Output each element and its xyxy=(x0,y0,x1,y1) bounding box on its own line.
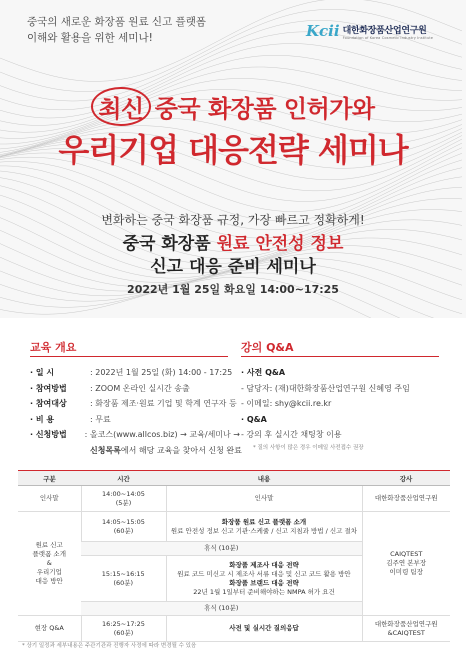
cell-speaker xyxy=(362,512,450,616)
speaker-line: 김주연 본부장 xyxy=(386,559,427,567)
edu-row-method xyxy=(30,381,240,397)
cell-content: 인사말 xyxy=(166,486,362,512)
session-title: 화장품 브랜드 대응 전략 xyxy=(229,578,299,587)
category-line: 원료 신고 xyxy=(35,541,63,549)
cell-content: 사전 및 실시간 질의응답 xyxy=(166,616,362,642)
col-header-time: 시간 xyxy=(81,471,166,486)
table-row xyxy=(18,616,450,642)
main-title-line-1 xyxy=(0,87,466,126)
duration: (5분) xyxy=(115,498,132,507)
duration: (60분) xyxy=(113,526,134,535)
apply-continued-text: 에서 해당 교육을 찾아서 신청 완료 xyxy=(120,445,242,455)
cell-time xyxy=(81,616,166,642)
category-line: 우리기업 xyxy=(36,568,62,576)
speaker-line: 대한화장품산업연구원 xyxy=(374,619,438,628)
speaker-line: CAIQTEST xyxy=(390,550,423,558)
schedule-header-row xyxy=(18,471,450,486)
live-qa-heading: · Q&A xyxy=(241,414,267,424)
education-details xyxy=(30,365,240,458)
hero-banner xyxy=(0,0,466,318)
category-line: 플랫폼 소개 xyxy=(32,550,66,558)
intro-text xyxy=(27,14,206,46)
cell-category: 현장 Q&A xyxy=(18,616,81,642)
category-line: 대응 방안 xyxy=(35,577,63,585)
main-title-line-2: 우리기업 대응전략 세미나 xyxy=(58,131,408,169)
duration: (60분) xyxy=(113,578,134,587)
qa-heading: 강의 Q&A xyxy=(241,341,294,354)
session-detail: 원료 안전성 정보 신고 기관·스케쥴 / 신고 지침과 방법 / 신고 절차 xyxy=(170,526,358,535)
time-range: 14:05~15:05 xyxy=(102,517,145,526)
break-cell: 휴식 (10분) xyxy=(81,542,362,556)
cell-speaker xyxy=(362,616,450,642)
edu-apply-continued xyxy=(30,443,240,459)
qa-divider xyxy=(241,356,439,357)
cell-time xyxy=(81,556,166,602)
event-date: 2022년 1월 25일 화요일 14:00~17:25 xyxy=(127,283,339,296)
logo-english-name: Foundation of Korea Cosmetic Industry Institute xyxy=(342,35,434,40)
cell-speaker: 대한화장품산업연구원 xyxy=(362,486,450,512)
kcii-logo xyxy=(306,22,433,40)
apply-link-text[interactable]: : 올코스(www.allcos.biz) → 교육/세미나 → xyxy=(84,430,240,439)
edu-value: : ZOOM 온라인 실시간 송출 xyxy=(90,383,190,393)
session-detail: 22년 1월 1일부터 준비해야하는 NMPA 허가 요건 xyxy=(193,587,335,596)
edu-row-datetime xyxy=(30,365,240,381)
edu-label: · 참여대상 xyxy=(30,399,67,408)
cell-category xyxy=(18,512,81,616)
edu-value: : 무료 xyxy=(90,414,111,424)
education-divider xyxy=(30,356,228,357)
col-header-category: 구분 xyxy=(18,471,81,486)
break-cell: 휴식 (10분) xyxy=(81,602,362,616)
cell-time xyxy=(81,512,166,542)
edu-label: · 일 시 xyxy=(30,368,55,377)
speaker-line: &CAIQTEST xyxy=(387,628,425,637)
latest-badge: 최신 xyxy=(91,87,150,126)
edu-row-apply xyxy=(30,427,240,443)
category-line: & xyxy=(46,559,52,567)
cell-time xyxy=(81,486,166,512)
time-range: 16:25~17:25 xyxy=(102,619,145,628)
footnote: * 상기 일정과 세부내용은 주관기관과 진행자 사정에 따라 변경될 수 있음 xyxy=(22,643,197,649)
session-title: 화장품 제조사 대응 전략 xyxy=(229,560,299,569)
cell-content xyxy=(166,556,362,602)
subtitle-line-2 xyxy=(0,229,466,254)
subtitle-line-3: 신고 대응 준비 세미나 xyxy=(150,257,316,277)
edu-label: · 참여방법 xyxy=(30,383,67,393)
logo-mark: Kcii xyxy=(306,22,340,40)
qa-live-chat: - 강의 후 실시간 채팅창 이용 xyxy=(241,430,342,439)
edu-value: : 2022년 1월 25일 (화) 14:00 - 17:25 xyxy=(90,368,233,377)
edu-label: · 비 용 xyxy=(30,414,55,424)
cell-category: 인사말 xyxy=(18,486,81,512)
logo-korean-name: 대한화장품산업연구원 xyxy=(342,25,427,36)
duration: (60분) xyxy=(113,628,134,637)
main-title-line-1-text: 중국 화장품 인허가와 xyxy=(154,95,375,123)
apply-list-link[interactable]: 신청목록 xyxy=(90,445,121,455)
time-range: 15:15~16:15 xyxy=(101,569,145,578)
edu-label: · 신청방법 xyxy=(30,430,67,439)
col-header-content: 내용 xyxy=(166,471,362,486)
qa-details xyxy=(241,365,451,453)
subtitle-highlight: 원료 안전성 정보 xyxy=(216,234,344,254)
table-row xyxy=(18,512,450,542)
intro-line-1: 중국의 새로운 화장품 원료 신고 플랫폼 xyxy=(27,16,206,28)
session-detail: 원료 코드 미신고 시 제조사 서류 대응 및 신고 코드 활용 방안 xyxy=(177,569,351,578)
qa-note: * 질의 사항이 많은 경우 이메일 사전접수 권장 xyxy=(253,444,364,451)
qa-email[interactable]: - 이메일: shy@kcii.re.kr xyxy=(241,399,332,408)
edu-value: : 화장품 제조·원료 기업 및 학계 연구자 등 xyxy=(90,399,237,408)
table-row xyxy=(18,486,450,512)
cell-content xyxy=(166,512,362,542)
col-header-speaker: 강사 xyxy=(362,471,450,486)
education-heading: 교육 개요 xyxy=(30,341,77,354)
pre-qa-heading: · 사전 Q&A xyxy=(241,368,286,377)
qa-contact: - 담당자: (재)대한화장품산업연구원 신혜영 주임 xyxy=(241,383,410,393)
intro-line-2: 이해와 활용을 위한 세미나! xyxy=(27,32,153,44)
speaker-line: 이미령 팀장 xyxy=(389,568,423,576)
edu-row-target xyxy=(30,396,240,412)
subtitle-tagline: 변화하는 중국 화장품 규정, 가장 빠르고 정확하게! xyxy=(101,213,365,227)
time-range: 14:00~14:05 xyxy=(102,489,145,498)
schedule-table xyxy=(18,470,450,642)
edu-row-cost xyxy=(30,412,240,428)
subtitle-line-2-prefix: 중국 화장품 xyxy=(122,234,217,254)
session-title: 화장품 원료 신고 플랫폼 소개 xyxy=(221,517,307,526)
